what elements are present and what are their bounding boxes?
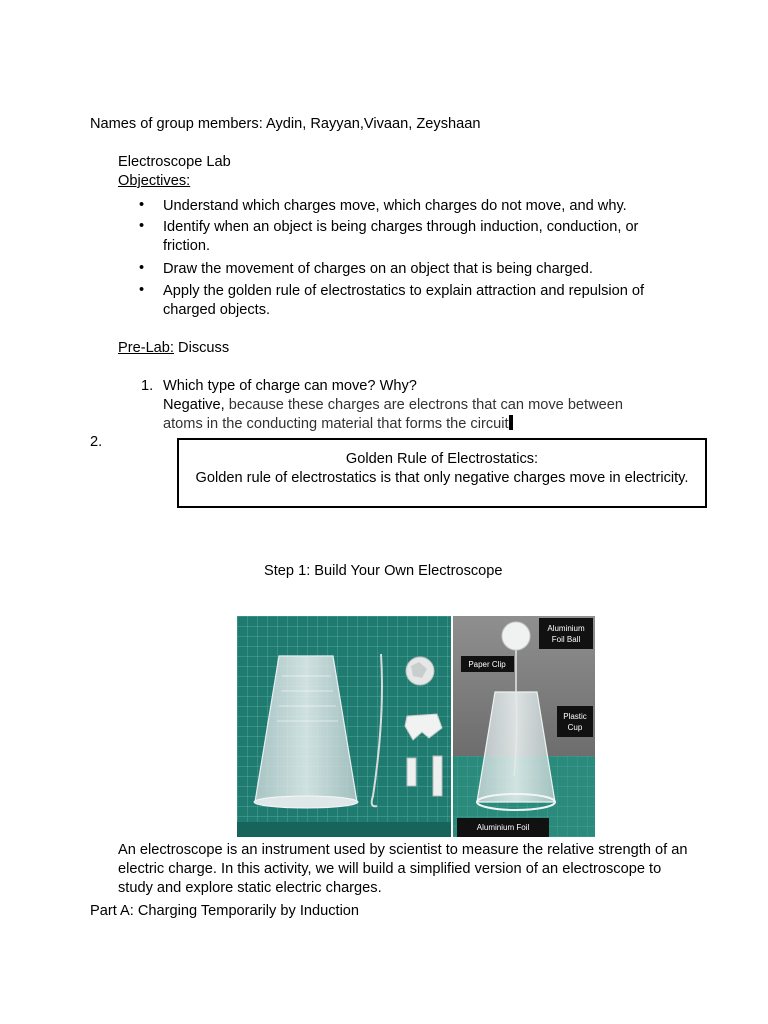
golden-rule-box[interactable] [177,438,707,508]
answer-start: Negative, [163,397,229,413]
bullet-marker: • [139,260,145,276]
golden-rule-title: Golden Rule of Electrostatics: [345,451,539,467]
electroscope-description: An electroscope is an instrument used by scientist to measure the relative strength of an electric charge. In this activity, we will build a simplified version of an electroscope to study and explore static electric charges. [118,842,688,896]
bullet-marker: • [139,282,145,298]
answer-rest: because these charges are electrons that can move between atoms in the conducting material that forms the circuit [163,397,623,432]
right-panel [453,616,595,837]
objective-item: Identify when an object is being charges through induction, conduction, or friction. [163,219,639,254]
text-cursor [509,415,513,430]
question-1-text: Which type of charge can move? Why? [163,378,417,394]
group-members-line: Names of group members: Aydin, Rayyan,Vivaan, Zeyshaan [90,116,481,132]
prelab-line [118,339,229,358]
objective-item: Understand which charges move, which charges do not move, and why. [163,198,627,214]
part-a-title: Part A: Charging Temporarily by Induction [90,903,360,919]
svg-text:Plastic: Plastic [563,712,587,721]
lab-title: Electroscope Lab [118,154,231,170]
svg-text:Aluminium Foil: Aluminium Foil [476,823,530,832]
svg-text:Paper Clip: Paper Clip [468,660,506,669]
prelab-text: Discuss [173,340,230,356]
step-1-title: Step 1: Build Your Own Electroscope [264,563,503,579]
objective-item: Draw the movement of charges on an object that is being charged. [163,261,593,277]
question-2-number: 2. [90,434,103,450]
svg-text:Foil Ball: Foil Ball [551,635,581,644]
objective-item: Apply the golden rule of electrostatics to explain attraction and repulsion of charged objects. [163,283,645,318]
bullet-marker: • [139,197,145,213]
objectives-heading: Objectives: [118,173,191,189]
svg-text:Cup: Cup [567,723,583,732]
golden-rule-body: Golden rule of electrostatics is that only negative charges move in electricity. [195,470,689,486]
svg-text:Aluminium: Aluminium [547,624,585,633]
bullet-marker: • [139,218,145,234]
prelab-label: Pre-Lab: [118,340,174,356]
question-1-number: 1. [141,378,154,394]
electroscope-materials-photo [237,616,595,837]
left-panel [237,616,451,837]
question-1-answer[interactable] [163,396,653,434]
